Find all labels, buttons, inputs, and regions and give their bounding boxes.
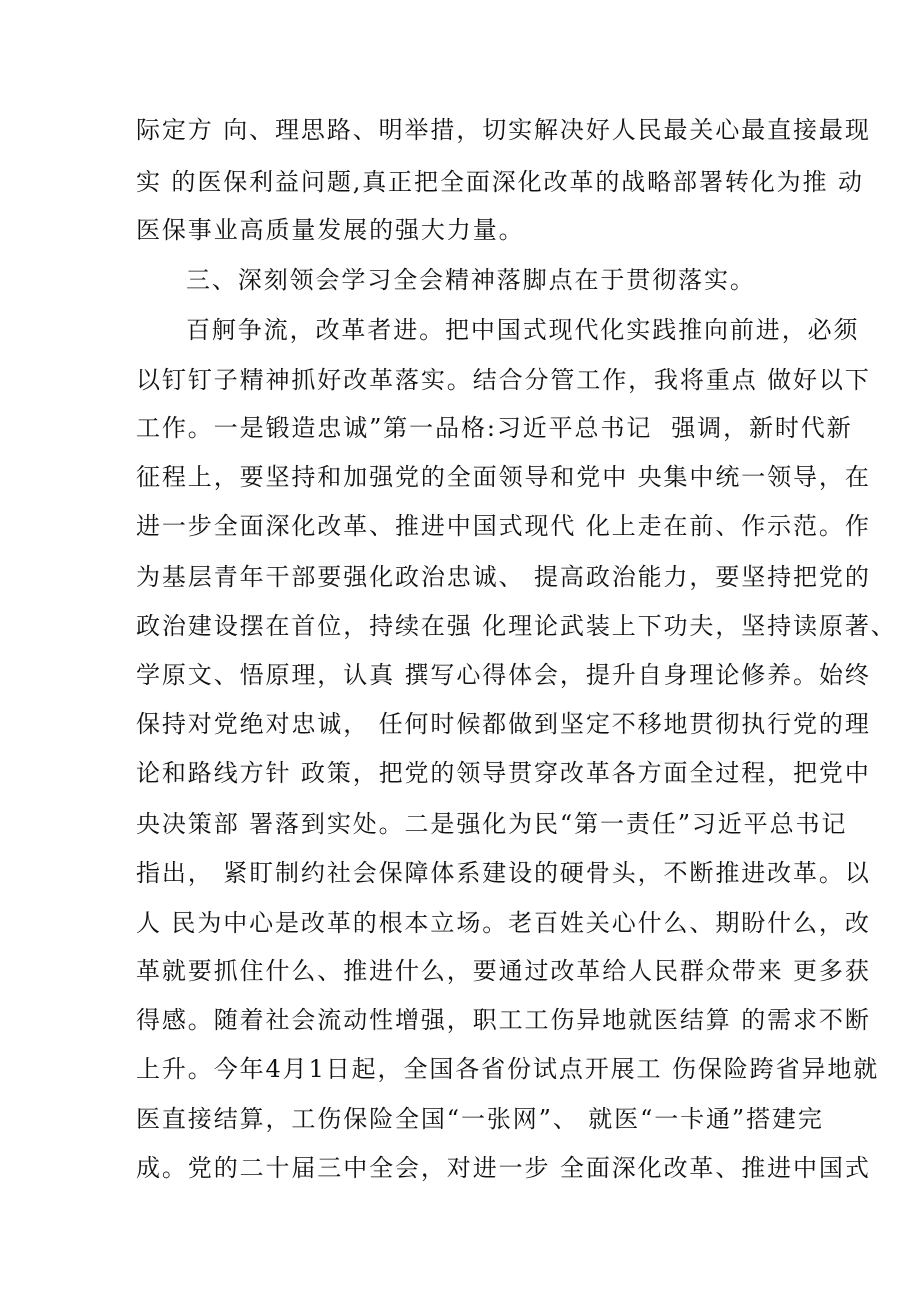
text-line: 实 的医保利益问题,真正把全面深化改革的战略部署转化为推 动 bbox=[136, 168, 864, 196]
section-heading: 三、深刻领会学习全会精神落脚点在于贯彻落实。 bbox=[186, 266, 756, 294]
text-line: 工作。一是锻造忠诚”第一品格:习近平总书记 强调，新时代新 bbox=[136, 414, 853, 442]
text-line: 政治建设摆在首位，持续在强 化理论武装上下功夫，坚持读原著、 bbox=[136, 612, 897, 640]
text-line: 学原文、悟原理，认真 撰写心得体会，提升自身理论修养。始终 bbox=[136, 661, 871, 689]
text-line: 际定方 向、理思路、明举措，切实解决好人民最关心最直接最现 bbox=[136, 116, 871, 144]
text-line: 进一步全面深化改革、推进中国式现代 化上走在前、作示范。作 bbox=[136, 512, 871, 540]
text-line: 央决策部 署落到实处。二是强化为民“第一责任”习近平总书记 bbox=[136, 810, 848, 838]
text-line: 上升。今年4月1日起，全国各省份试点开展工 伤保险跨省异地就 bbox=[136, 1055, 880, 1083]
text-line: 百舸争流，改革者进。把中国式现代化实践推向前进，必须 bbox=[186, 316, 860, 344]
text-line: 得感。随着社会流动性增强，职工工伤异地就医结算 的需求不断 bbox=[136, 1006, 871, 1034]
text-line: 保持对党绝对忠诚， 任何时候都做到坚定不移地贯彻执行党的理 bbox=[136, 710, 871, 738]
text-line: 为基层青年干部要强化政治忠诚、 提高政治能力，要坚持把党的 bbox=[136, 563, 871, 591]
text-line: 医保事业高质量发展的强大力量。 bbox=[136, 216, 525, 244]
text-line: 以钉钉子精神抓好改革落实。结合分管工作，我将重点 做好以下 bbox=[136, 366, 871, 394]
text-line: 革就要抓住什么、推进什么，要通过改革给人民群众带来 更多获 bbox=[136, 957, 871, 985]
text-line: 指出， 紧盯制约社会保障体系建设的硬骨头，不断推进改革。以 bbox=[136, 859, 871, 887]
text-line: 征程上，要坚持和加强党的全面领导和党中 央集中统一领导，在 bbox=[136, 463, 871, 491]
text-line: 医直接结算，工伤保险全国“一张网”、 就医“一卡通”搭建完 bbox=[136, 1105, 824, 1133]
text-line: 人 民为中心是改革的根本立场。老百姓关心什么、期盼什么，改 bbox=[136, 909, 871, 937]
text-line: 成。党的二十届三中全会，对进一步 全面深化改革、推进中国式 bbox=[136, 1154, 871, 1182]
text-line: 论和路线方针 政策，把党的领导贯穿改革各方面全过程，把党中 bbox=[136, 759, 871, 787]
